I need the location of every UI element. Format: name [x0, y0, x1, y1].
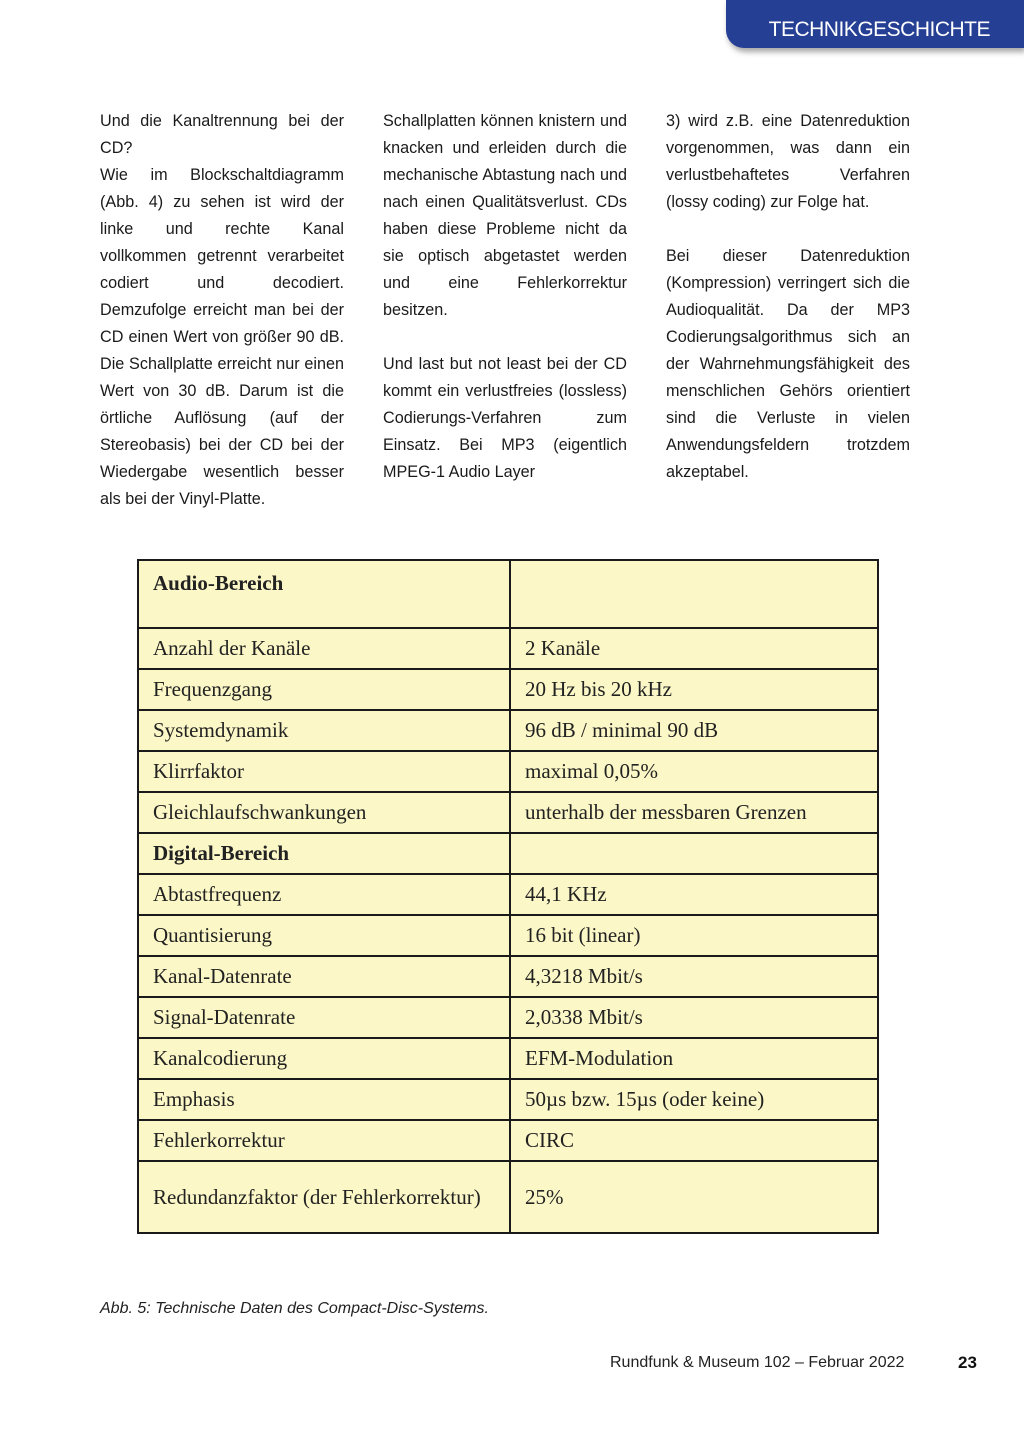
table-row — [138, 874, 878, 915]
table-cell-key: Klirrfaktor — [138, 751, 510, 792]
table-cell-value: 25% — [510, 1161, 878, 1233]
table-cell-key: Audio-Bereich — [138, 560, 510, 628]
table-cell-key: Quantisierung — [138, 915, 510, 956]
table-row — [138, 1161, 878, 1233]
paragraph: Und last but not least bei der CD kommt ein verlustfreies (lossless) Codierungs-Verfahren zum Einsatz. Bei MP3 (eigentlich MPEG-1 Audio Layer — [383, 355, 627, 481]
section-label: TECHNIKGESCHICHTE — [768, 18, 990, 41]
paragraph: Schallplatten können knistern und knacken und erleiden durch die mechanische Abtastung nach und nach einen Qualitätsverlust. CDs haben diese Probleme nicht da sie optisch abgetastet werden und eine Fehlerkorrektur besitzen. — [383, 112, 627, 319]
table-cell-value: 20 Hz bis 20 kHz — [510, 669, 878, 710]
table-cell-value: 50µs bzw. 15µs (oder keine) — [510, 1079, 878, 1120]
table-cell-key: Digital-Bereich — [138, 833, 510, 874]
section-tab — [726, 0, 1024, 48]
table-cell-key: Systemdynamik — [138, 710, 510, 751]
table-row — [138, 997, 878, 1038]
column-2 — [383, 108, 627, 513]
table-row — [138, 710, 878, 751]
publication-footer: Rundfunk & Museum 102 – Februar 2022 — [610, 1354, 905, 1371]
table-cell-key: Anzahl der Kanäle — [138, 628, 510, 669]
table-cell-value — [510, 560, 878, 628]
table-row — [138, 956, 878, 997]
table-cell-value: 16 bit (linear) — [510, 915, 878, 956]
table-cell-key: Gleichlaufschwankungen — [138, 792, 510, 833]
column-3 — [666, 108, 910, 513]
table-row — [138, 669, 878, 710]
table-row — [138, 1038, 878, 1079]
paragraph: Und die Kanaltrennung bei der CD? — [100, 112, 344, 157]
table-cell-value: EFM-Modulation — [510, 1038, 878, 1079]
paragraph: Bei dieser Datenreduktion (Kompression) verringert sich die Audioqualität. Da der MP3 Codierungsalgorithmus sich an der Wahrnehmungsfähigkeit des menschlichen Gehörs orientiert sind die Verluste in vielen Anwendungsfeldern trotzdem akzeptabel. — [666, 247, 910, 481]
table-cell-value — [510, 833, 878, 874]
table-cell-key: Kanal-Datenrate — [138, 956, 510, 997]
article-columns — [100, 108, 910, 513]
table-row — [138, 628, 878, 669]
table-row — [138, 915, 878, 956]
table-section-row — [138, 833, 878, 874]
table-cell-value: 2 Kanäle — [510, 628, 878, 669]
table-row — [138, 792, 878, 833]
table-cell-value: 4,3218 Mbit/s — [510, 956, 878, 997]
table-row — [138, 751, 878, 792]
table-cell-key: Redundanzfaktor (der Fehlerkorrektur) — [138, 1161, 510, 1233]
figure-caption: Abb. 5: Technische Daten des Compact-Disc-Systems. — [100, 1300, 489, 1317]
table-section-row — [138, 560, 878, 628]
table-cell-key: Emphasis — [138, 1079, 510, 1120]
table-cell-key: Signal-Datenrate — [138, 997, 510, 1038]
column-1 — [100, 108, 344, 513]
paragraph: Wie im Blockschaltdiagramm (Abb. 4) zu sehen ist wird der linke und rechte Kanal vollkommen getrennt verarbeitet codiert und decodiert. Demzufolge erreicht man bei der CD einen Wert von größer 90 dB. Die Schallplatte erreicht nur einen Wert von 30 dB. Darum ist die örtliche Auflösung (auf der Stereobasis) bei der CD bei der Wiedergabe wesentlich besser als bei der Vinyl-Platte. — [100, 166, 344, 508]
paragraph: 3) wird z.B. eine Datenreduktion vorgenommen, was dann ein verlustbehaftetes Verfahren (lossy coding) zur Folge hat. — [666, 112, 910, 211]
table-cell-value: maximal 0,05% — [510, 751, 878, 792]
table-cell-value: 96 dB / minimal 90 dB — [510, 710, 878, 751]
table-row — [138, 1079, 878, 1120]
page-number: 23 — [958, 1353, 977, 1372]
table-cell-value: 2,0338 Mbit/s — [510, 997, 878, 1038]
table-cell-key: Fehlerkorrektur — [138, 1120, 510, 1161]
cd-specs-table — [137, 559, 879, 1234]
table-cell-value: unterhalb der messbaren Grenzen — [510, 792, 878, 833]
table-cell-value: CIRC — [510, 1120, 878, 1161]
table-cell-key: Kanalcodierung — [138, 1038, 510, 1079]
table-cell-key: Abtastfrequenz — [138, 874, 510, 915]
table-cell-value: 44,1 KHz — [510, 874, 878, 915]
table-row — [138, 1120, 878, 1161]
table-cell-key: Frequenzgang — [138, 669, 510, 710]
